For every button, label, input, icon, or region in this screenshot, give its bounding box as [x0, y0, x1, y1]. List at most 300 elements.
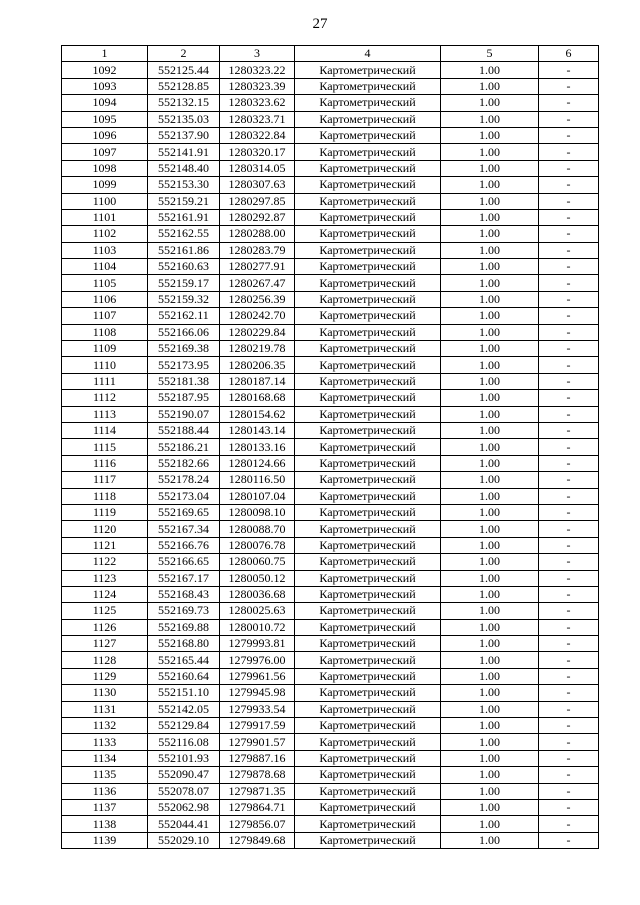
- point-number-cell: 1107: [62, 308, 148, 324]
- note-cell: -: [539, 603, 599, 619]
- table-row: [62, 734, 599, 750]
- y-coordinate-cell: 1279933.54: [220, 701, 295, 717]
- accuracy-cell: 1.00: [441, 439, 539, 455]
- accuracy-cell: 1.00: [441, 62, 539, 78]
- note-cell: -: [539, 308, 599, 324]
- method-cell: Картометрический: [295, 209, 441, 225]
- y-coordinate-cell: 1280314.05: [220, 160, 295, 176]
- y-coordinate-cell: 1280116.50: [220, 472, 295, 488]
- point-number-cell: 1133: [62, 734, 148, 750]
- point-number-cell: 1138: [62, 816, 148, 832]
- x-coordinate-cell: 552161.86: [148, 242, 220, 258]
- x-coordinate-cell: 552137.90: [148, 127, 220, 143]
- note-cell: -: [539, 537, 599, 553]
- x-coordinate-cell: 552090.47: [148, 767, 220, 783]
- method-cell: Картометрический: [295, 767, 441, 783]
- y-coordinate-cell: 1280256.39: [220, 291, 295, 307]
- note-cell: -: [539, 701, 599, 717]
- y-coordinate-cell: 1279993.81: [220, 636, 295, 652]
- point-number-cell: 1136: [62, 783, 148, 799]
- point-number-cell: 1121: [62, 537, 148, 553]
- table-row: [62, 111, 599, 127]
- table-row: [62, 603, 599, 619]
- x-coordinate-cell: 552166.76: [148, 537, 220, 553]
- table-row: [62, 341, 599, 357]
- y-coordinate-cell: 1280219.78: [220, 341, 295, 357]
- note-cell: -: [539, 209, 599, 225]
- note-cell: -: [539, 226, 599, 242]
- accuracy-cell: 1.00: [441, 242, 539, 258]
- method-cell: Картометрический: [295, 78, 441, 94]
- accuracy-cell: 1.00: [441, 78, 539, 94]
- method-cell: Картометрический: [295, 652, 441, 668]
- note-cell: -: [539, 619, 599, 635]
- x-coordinate-cell: 552178.24: [148, 472, 220, 488]
- x-coordinate-cell: 552169.38: [148, 341, 220, 357]
- method-cell: Картометрический: [295, 636, 441, 652]
- y-coordinate-cell: 1280307.63: [220, 177, 295, 193]
- table-row: [62, 177, 599, 193]
- point-number-cell: 1132: [62, 718, 148, 734]
- column-header: 5: [441, 46, 539, 62]
- note-cell: -: [539, 193, 599, 209]
- x-coordinate-cell: 552153.30: [148, 177, 220, 193]
- point-number-cell: 1106: [62, 291, 148, 307]
- y-coordinate-cell: 1280323.62: [220, 95, 295, 111]
- x-coordinate-cell: 552167.34: [148, 521, 220, 537]
- point-number-cell: 1125: [62, 603, 148, 619]
- table-row: [62, 504, 599, 520]
- point-number-cell: 1113: [62, 406, 148, 422]
- x-coordinate-cell: 552148.40: [148, 160, 220, 176]
- method-cell: Картометрический: [295, 750, 441, 766]
- x-coordinate-cell: 552169.88: [148, 619, 220, 635]
- column-header: 4: [295, 46, 441, 62]
- note-cell: -: [539, 291, 599, 307]
- accuracy-cell: 1.00: [441, 799, 539, 815]
- method-cell: Картометрический: [295, 62, 441, 78]
- point-number-cell: 1128: [62, 652, 148, 668]
- note-cell: -: [539, 62, 599, 78]
- method-cell: Картометрический: [295, 226, 441, 242]
- table-row: [62, 554, 599, 570]
- method-cell: Картометрический: [295, 242, 441, 258]
- method-cell: Картометрический: [295, 439, 441, 455]
- x-coordinate-cell: 552142.05: [148, 701, 220, 717]
- table-row: [62, 308, 599, 324]
- method-cell: Картометрический: [295, 554, 441, 570]
- x-coordinate-cell: 552141.91: [148, 144, 220, 160]
- point-number-cell: 1127: [62, 636, 148, 652]
- method-cell: Картометрический: [295, 144, 441, 160]
- point-number-cell: 1120: [62, 521, 148, 537]
- x-coordinate-cell: 552101.93: [148, 750, 220, 766]
- method-cell: Картометрический: [295, 177, 441, 193]
- note-cell: -: [539, 144, 599, 160]
- x-coordinate-cell: 552044.41: [148, 816, 220, 832]
- x-coordinate-cell: 552166.06: [148, 324, 220, 340]
- column-header: 2: [148, 46, 220, 62]
- table-row: [62, 750, 599, 766]
- y-coordinate-cell: 1279849.68: [220, 832, 295, 848]
- accuracy-cell: 1.00: [441, 455, 539, 471]
- y-coordinate-cell: 1279856.07: [220, 816, 295, 832]
- accuracy-cell: 1.00: [441, 373, 539, 389]
- y-coordinate-cell: 1280283.79: [220, 242, 295, 258]
- point-number-cell: 1094: [62, 95, 148, 111]
- method-cell: Картометрический: [295, 603, 441, 619]
- accuracy-cell: 1.00: [441, 209, 539, 225]
- method-cell: Картометрический: [295, 95, 441, 111]
- method-cell: Картометрический: [295, 341, 441, 357]
- table-row: [62, 455, 599, 471]
- coordinates-table: [61, 45, 599, 849]
- note-cell: -: [539, 406, 599, 422]
- note-cell: -: [539, 750, 599, 766]
- method-cell: Картометрический: [295, 111, 441, 127]
- accuracy-cell: 1.00: [441, 603, 539, 619]
- table-header-row: [62, 46, 599, 62]
- accuracy-cell: 1.00: [441, 308, 539, 324]
- y-coordinate-cell: 1279878.68: [220, 767, 295, 783]
- note-cell: -: [539, 832, 599, 848]
- table-row: [62, 472, 599, 488]
- point-number-cell: 1103: [62, 242, 148, 258]
- method-cell: Картометрический: [295, 619, 441, 635]
- note-cell: -: [539, 636, 599, 652]
- method-cell: Картометрический: [295, 504, 441, 520]
- method-cell: Картометрический: [295, 259, 441, 275]
- method-cell: Картометрический: [295, 472, 441, 488]
- column-header: 1: [62, 46, 148, 62]
- method-cell: Картометрический: [295, 537, 441, 553]
- note-cell: -: [539, 816, 599, 832]
- x-coordinate-cell: 552187.95: [148, 390, 220, 406]
- accuracy-cell: 1.00: [441, 734, 539, 750]
- table-row: [62, 209, 599, 225]
- method-cell: Картометрический: [295, 406, 441, 422]
- method-cell: Картометрический: [295, 668, 441, 684]
- x-coordinate-cell: 552159.21: [148, 193, 220, 209]
- x-coordinate-cell: 552173.04: [148, 488, 220, 504]
- method-cell: Картометрический: [295, 308, 441, 324]
- y-coordinate-cell: 1279864.71: [220, 799, 295, 815]
- note-cell: -: [539, 554, 599, 570]
- table-row: [62, 439, 599, 455]
- method-cell: Картометрический: [295, 701, 441, 717]
- x-coordinate-cell: 552162.55: [148, 226, 220, 242]
- accuracy-cell: 1.00: [441, 767, 539, 783]
- y-coordinate-cell: 1280107.04: [220, 488, 295, 504]
- table-row: [62, 422, 599, 438]
- method-cell: Картометрический: [295, 390, 441, 406]
- note-cell: -: [539, 455, 599, 471]
- method-cell: Картометрический: [295, 521, 441, 537]
- note-cell: -: [539, 259, 599, 275]
- point-number-cell: 1117: [62, 472, 148, 488]
- x-coordinate-cell: 552161.91: [148, 209, 220, 225]
- point-number-cell: 1124: [62, 586, 148, 602]
- method-cell: Картометрический: [295, 357, 441, 373]
- method-cell: Картометрический: [295, 816, 441, 832]
- table-row: [62, 636, 599, 652]
- note-cell: -: [539, 439, 599, 455]
- y-coordinate-cell: 1280133.16: [220, 439, 295, 455]
- table-row: [62, 537, 599, 553]
- note-cell: -: [539, 275, 599, 291]
- accuracy-cell: 1.00: [441, 521, 539, 537]
- page-number: 27: [312, 16, 328, 32]
- point-number-cell: 1096: [62, 127, 148, 143]
- y-coordinate-cell: 1280292.87: [220, 209, 295, 225]
- table-row: [62, 373, 599, 389]
- accuracy-cell: 1.00: [441, 324, 539, 340]
- accuracy-cell: 1.00: [441, 144, 539, 160]
- x-coordinate-cell: 552135.03: [148, 111, 220, 127]
- x-coordinate-cell: 552078.07: [148, 783, 220, 799]
- method-cell: Картометрический: [295, 275, 441, 291]
- point-number-cell: 1139: [62, 832, 148, 848]
- method-cell: Картометрический: [295, 324, 441, 340]
- point-number-cell: 1119: [62, 504, 148, 520]
- accuracy-cell: 1.00: [441, 537, 539, 553]
- note-cell: -: [539, 160, 599, 176]
- method-cell: Картометрический: [295, 570, 441, 586]
- accuracy-cell: 1.00: [441, 95, 539, 111]
- method-cell: Картометрический: [295, 783, 441, 799]
- y-coordinate-cell: 1280206.35: [220, 357, 295, 373]
- table-row: [62, 242, 599, 258]
- table-row: [62, 291, 599, 307]
- accuracy-cell: 1.00: [441, 357, 539, 373]
- table-row: [62, 586, 599, 602]
- y-coordinate-cell: 1280323.22: [220, 62, 295, 78]
- note-cell: -: [539, 652, 599, 668]
- point-number-cell: 1093: [62, 78, 148, 94]
- point-number-cell: 1099: [62, 177, 148, 193]
- x-coordinate-cell: 552165.44: [148, 652, 220, 668]
- point-number-cell: 1137: [62, 799, 148, 815]
- x-coordinate-cell: 552132.15: [148, 95, 220, 111]
- table-row: [62, 78, 599, 94]
- accuracy-cell: 1.00: [441, 816, 539, 832]
- accuracy-cell: 1.00: [441, 127, 539, 143]
- note-cell: -: [539, 341, 599, 357]
- x-coordinate-cell: 552125.44: [148, 62, 220, 78]
- y-coordinate-cell: 1280098.10: [220, 504, 295, 520]
- accuracy-cell: 1.00: [441, 668, 539, 684]
- table-row: [62, 488, 599, 504]
- method-cell: Картометрический: [295, 799, 441, 815]
- x-coordinate-cell: 552181.38: [148, 373, 220, 389]
- accuracy-cell: 1.00: [441, 701, 539, 717]
- note-cell: -: [539, 734, 599, 750]
- x-coordinate-cell: 552190.07: [148, 406, 220, 422]
- x-coordinate-cell: 552128.85: [148, 78, 220, 94]
- y-coordinate-cell: 1279887.16: [220, 750, 295, 766]
- point-number-cell: 1104: [62, 259, 148, 275]
- method-cell: Картометрический: [295, 718, 441, 734]
- table-row: [62, 816, 599, 832]
- y-coordinate-cell: 1280323.39: [220, 78, 295, 94]
- x-coordinate-cell: 552169.65: [148, 504, 220, 520]
- method-cell: Картометрический: [295, 127, 441, 143]
- point-number-cell: 1105: [62, 275, 148, 291]
- method-cell: Картометрический: [295, 160, 441, 176]
- point-number-cell: 1102: [62, 226, 148, 242]
- y-coordinate-cell: 1280154.62: [220, 406, 295, 422]
- y-coordinate-cell: 1280323.71: [220, 111, 295, 127]
- accuracy-cell: 1.00: [441, 472, 539, 488]
- x-coordinate-cell: 552162.11: [148, 308, 220, 324]
- table-row: [62, 767, 599, 783]
- y-coordinate-cell: 1280076.78: [220, 537, 295, 553]
- table-row: [62, 144, 599, 160]
- point-number-cell: 1111: [62, 373, 148, 389]
- x-coordinate-cell: 552159.32: [148, 291, 220, 307]
- accuracy-cell: 1.00: [441, 259, 539, 275]
- note-cell: -: [539, 357, 599, 373]
- note-cell: -: [539, 127, 599, 143]
- y-coordinate-cell: 1280143.14: [220, 422, 295, 438]
- table-row: [62, 62, 599, 78]
- accuracy-cell: 1.00: [441, 718, 539, 734]
- y-coordinate-cell: 1279945.98: [220, 685, 295, 701]
- x-coordinate-cell: 552029.10: [148, 832, 220, 848]
- accuracy-cell: 1.00: [441, 291, 539, 307]
- note-cell: -: [539, 783, 599, 799]
- accuracy-cell: 1.00: [441, 586, 539, 602]
- table-row: [62, 259, 599, 275]
- y-coordinate-cell: 1279961.56: [220, 668, 295, 684]
- point-number-cell: 1118: [62, 488, 148, 504]
- table-row: [62, 95, 599, 111]
- note-cell: -: [539, 668, 599, 684]
- accuracy-cell: 1.00: [441, 652, 539, 668]
- note-cell: -: [539, 488, 599, 504]
- point-number-cell: 1112: [62, 390, 148, 406]
- method-cell: Картометрический: [295, 193, 441, 209]
- x-coordinate-cell: 552151.10: [148, 685, 220, 701]
- accuracy-cell: 1.00: [441, 226, 539, 242]
- accuracy-cell: 1.00: [441, 390, 539, 406]
- y-coordinate-cell: 1279871.35: [220, 783, 295, 799]
- y-coordinate-cell: 1280297.85: [220, 193, 295, 209]
- accuracy-cell: 1.00: [441, 341, 539, 357]
- point-number-cell: 1100: [62, 193, 148, 209]
- y-coordinate-cell: 1280168.68: [220, 390, 295, 406]
- y-coordinate-cell: 1279917.59: [220, 718, 295, 734]
- x-coordinate-cell: 552129.84: [148, 718, 220, 734]
- note-cell: -: [539, 570, 599, 586]
- y-coordinate-cell: 1280277.91: [220, 259, 295, 275]
- accuracy-cell: 1.00: [441, 570, 539, 586]
- point-number-cell: 1131: [62, 701, 148, 717]
- note-cell: -: [539, 586, 599, 602]
- y-coordinate-cell: 1280187.14: [220, 373, 295, 389]
- table-row: [62, 275, 599, 291]
- y-coordinate-cell: 1280025.63: [220, 603, 295, 619]
- accuracy-cell: 1.00: [441, 685, 539, 701]
- accuracy-cell: 1.00: [441, 504, 539, 520]
- table-row: [62, 832, 599, 848]
- method-cell: Картометрический: [295, 685, 441, 701]
- y-coordinate-cell: 1280010.72: [220, 619, 295, 635]
- table-row: [62, 783, 599, 799]
- table-row: [62, 521, 599, 537]
- note-cell: -: [539, 718, 599, 734]
- method-cell: Картометрический: [295, 488, 441, 504]
- table-row: [62, 406, 599, 422]
- method-cell: Картометрический: [295, 832, 441, 848]
- point-number-cell: 1115: [62, 439, 148, 455]
- point-number-cell: 1134: [62, 750, 148, 766]
- table-row: [62, 160, 599, 176]
- table-row: [62, 685, 599, 701]
- accuracy-cell: 1.00: [441, 275, 539, 291]
- accuracy-cell: 1.00: [441, 160, 539, 176]
- note-cell: -: [539, 242, 599, 258]
- note-cell: -: [539, 111, 599, 127]
- accuracy-cell: 1.00: [441, 636, 539, 652]
- point-number-cell: 1095: [62, 111, 148, 127]
- accuracy-cell: 1.00: [441, 832, 539, 848]
- table-row: [62, 570, 599, 586]
- x-coordinate-cell: 552186.21: [148, 439, 220, 455]
- point-number-cell: 1129: [62, 668, 148, 684]
- accuracy-cell: 1.00: [441, 193, 539, 209]
- point-number-cell: 1101: [62, 209, 148, 225]
- point-number-cell: 1092: [62, 62, 148, 78]
- x-coordinate-cell: 552169.73: [148, 603, 220, 619]
- y-coordinate-cell: 1279901.57: [220, 734, 295, 750]
- point-number-cell: 1123: [62, 570, 148, 586]
- y-coordinate-cell: 1280036.68: [220, 586, 295, 602]
- x-coordinate-cell: 552166.65: [148, 554, 220, 570]
- x-coordinate-cell: 552173.95: [148, 357, 220, 373]
- table-row: [62, 652, 599, 668]
- point-number-cell: 1109: [62, 341, 148, 357]
- note-cell: -: [539, 390, 599, 406]
- y-coordinate-cell: 1280288.00: [220, 226, 295, 242]
- accuracy-cell: 1.00: [441, 554, 539, 570]
- x-coordinate-cell: 552116.08: [148, 734, 220, 750]
- accuracy-cell: 1.00: [441, 488, 539, 504]
- y-coordinate-cell: 1280320.17: [220, 144, 295, 160]
- point-number-cell: 1098: [62, 160, 148, 176]
- accuracy-cell: 1.00: [441, 750, 539, 766]
- note-cell: -: [539, 685, 599, 701]
- table-row: [62, 799, 599, 815]
- table-row: [62, 701, 599, 717]
- note-cell: -: [539, 78, 599, 94]
- note-cell: -: [539, 767, 599, 783]
- accuracy-cell: 1.00: [441, 422, 539, 438]
- point-number-cell: 1130: [62, 685, 148, 701]
- method-cell: Картометрический: [295, 586, 441, 602]
- accuracy-cell: 1.00: [441, 406, 539, 422]
- y-coordinate-cell: 1280229.84: [220, 324, 295, 340]
- table-body: [62, 62, 599, 849]
- note-cell: -: [539, 373, 599, 389]
- x-coordinate-cell: 552160.64: [148, 668, 220, 684]
- x-coordinate-cell: 552182.66: [148, 455, 220, 471]
- x-coordinate-cell: 552188.44: [148, 422, 220, 438]
- method-cell: Картометрический: [295, 734, 441, 750]
- table-row: [62, 718, 599, 734]
- point-number-cell: 1122: [62, 554, 148, 570]
- note-cell: -: [539, 95, 599, 111]
